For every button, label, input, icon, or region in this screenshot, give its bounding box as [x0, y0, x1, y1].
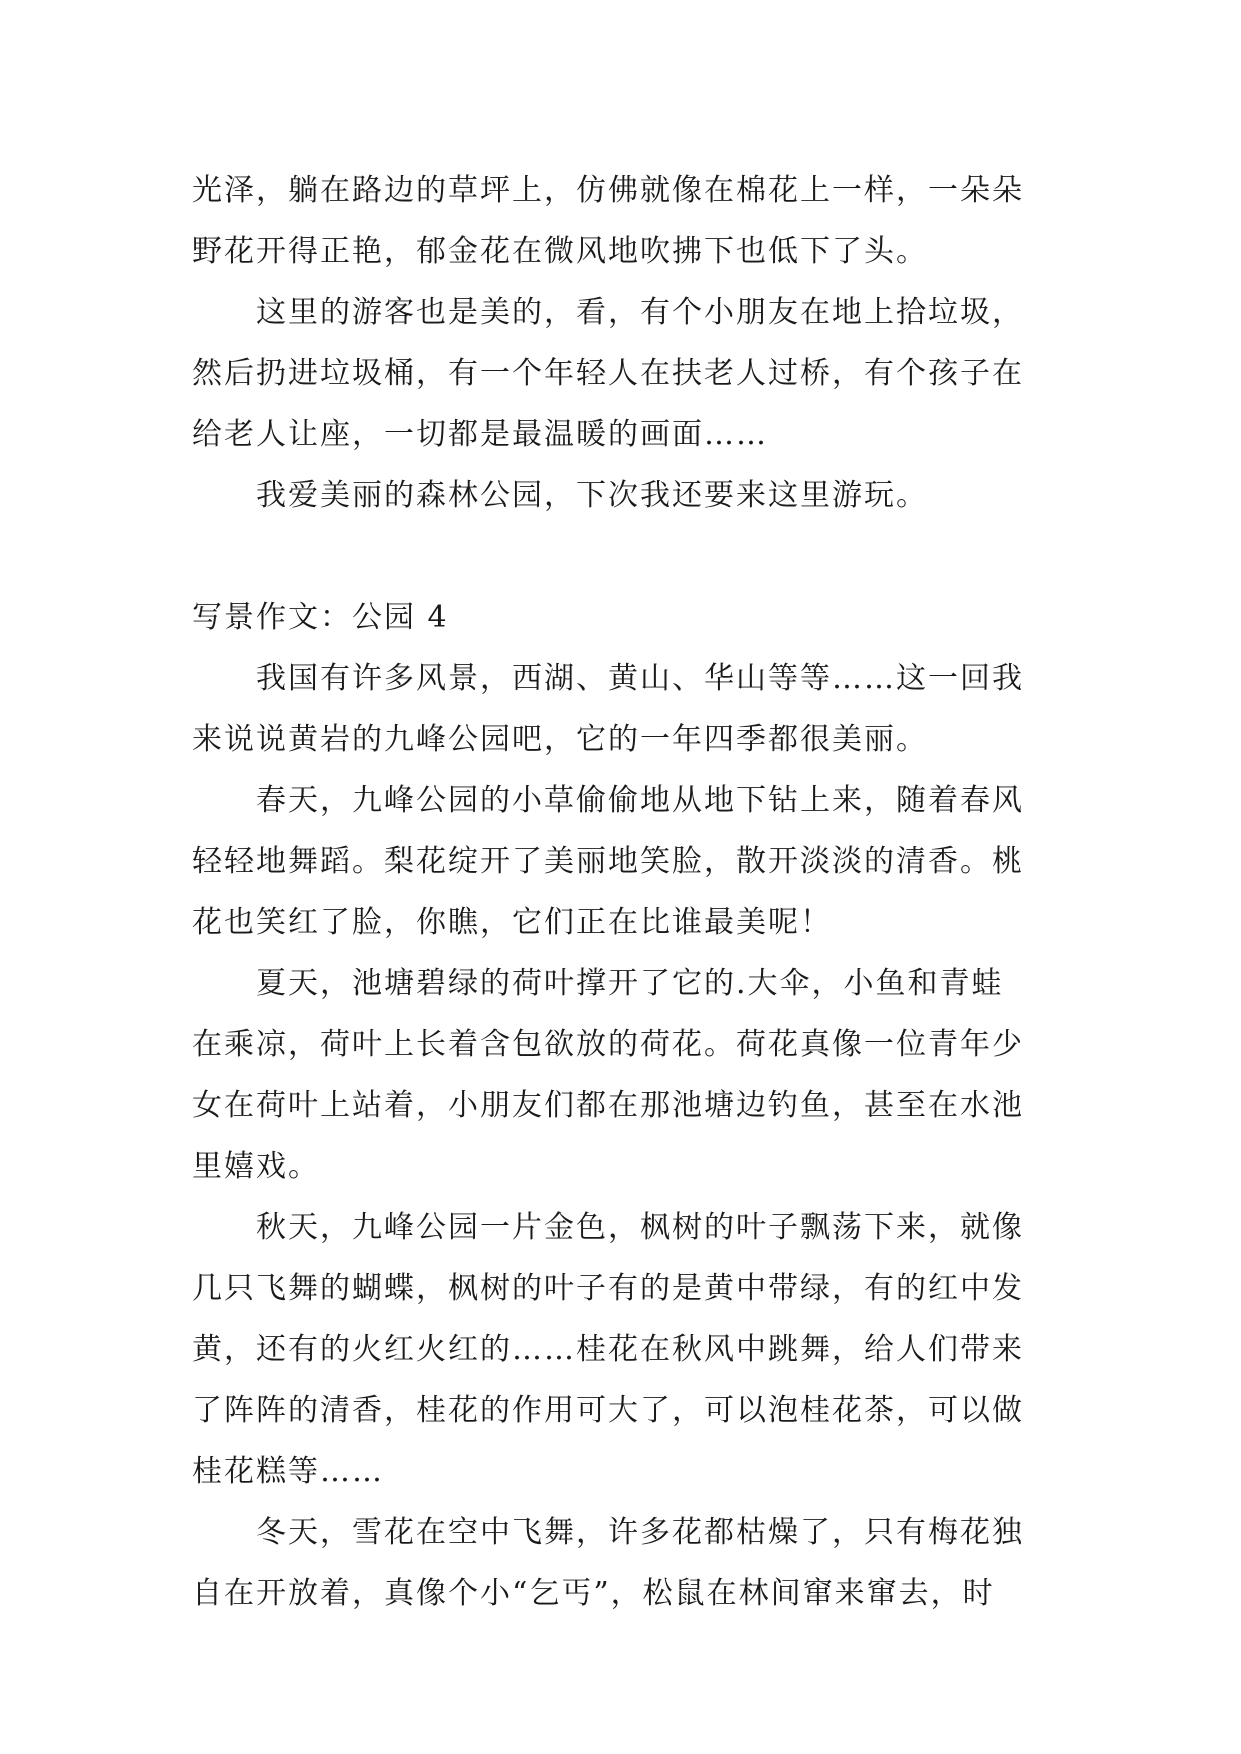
paragraph-line: 我国有许多风景，西湖、黄山、华山等等……这一回我 [256, 661, 1024, 696]
article-body [192, 160, 1072, 1624]
paragraph-8 [192, 1502, 1072, 1624]
paragraph-line: 自在开放着，真像个小“乞丐”，松鼠在林间窜来窜去，时 [192, 1576, 995, 1611]
paragraph-line: 在乘凉，荷叶上长着含包欲放的荷花。荷花真像一位青年少 [192, 1027, 1024, 1062]
paragraph-4 [192, 648, 1072, 770]
paragraph-5 [192, 770, 1072, 953]
paragraph-line: 黄，还有的火红火红的……桂花在秋风中跳舞，给人们带来 [192, 1332, 1024, 1367]
paragraph-line: 秋天，九峰公园一片金色，枫树的叶子飘荡下来，就像 [256, 1210, 1024, 1245]
paragraph-7 [192, 1197, 1072, 1502]
paragraph-2 [192, 282, 1072, 465]
paragraph-6 [192, 953, 1072, 1197]
paragraph-line: 光泽，躺在路边的草坪上，仿佛就像在棉花上一样，一朵朵 [192, 173, 1024, 208]
paragraph-line: 几只飞舞的蝴蝶，枫树的叶子有的是黄中带绿，有的红中发 [192, 1271, 1024, 1306]
paragraph-line: 给老人让座，一切都是最温暖的画面…… [192, 417, 768, 452]
paragraph-line: 这里的游客也是美的，看，有个小朋友在地上拾垃圾， [256, 295, 1024, 330]
section-gap [192, 526, 1072, 587]
paragraph-line: 然后扔进垃圾桶，有一个年轻人在扶老人过桥，有个孩子在 [192, 356, 1024, 391]
paragraph-line: 轻轻地舞蹈。梨花绽开了美丽地笑脸，散开淡淡的清香。桃 [192, 844, 1024, 879]
paragraph-line: 了阵阵的清香，桂花的作用可大了，可以泡桂花茶，可以做 [192, 1393, 1024, 1428]
paragraph-line: 冬天，雪花在空中飞舞，许多花都枯燥了，只有梅花独 [256, 1515, 1024, 1550]
section-heading: 写景作文：公园 4 [192, 600, 449, 635]
paragraph-line: 我爱美丽的森林公园，下次我还要来这里游玩。 [256, 478, 928, 513]
paragraph-line: 女在荷叶上站着，小朋友们都在那池塘边钓鱼，甚至在水池 [192, 1088, 1024, 1123]
paragraph-line: 春天，九峰公园的小草偷偷地从地下钻上来，随着春风 [256, 783, 1024, 818]
paragraph-line: 夏天，池塘碧绿的荷叶撑开了它的.大伞，小鱼和青蛙 [256, 966, 1004, 1001]
paragraph-line: 野花开得正艳，郁金花在微风地吹拂下也低下了头。 [192, 234, 928, 269]
paragraph-line: 来说说黄岩的九峰公园吧，它的一年四季都很美丽。 [192, 722, 928, 757]
paragraph-line: 桂花糕等…… [192, 1454, 384, 1489]
paragraph-3 [192, 465, 1072, 526]
paragraph-line: 里嬉戏。 [192, 1149, 320, 1184]
paragraph-line: 花也笑红了脸，你瞧，它们正在比谁最美呢！ [192, 905, 832, 940]
paragraph-1 [192, 160, 1072, 282]
